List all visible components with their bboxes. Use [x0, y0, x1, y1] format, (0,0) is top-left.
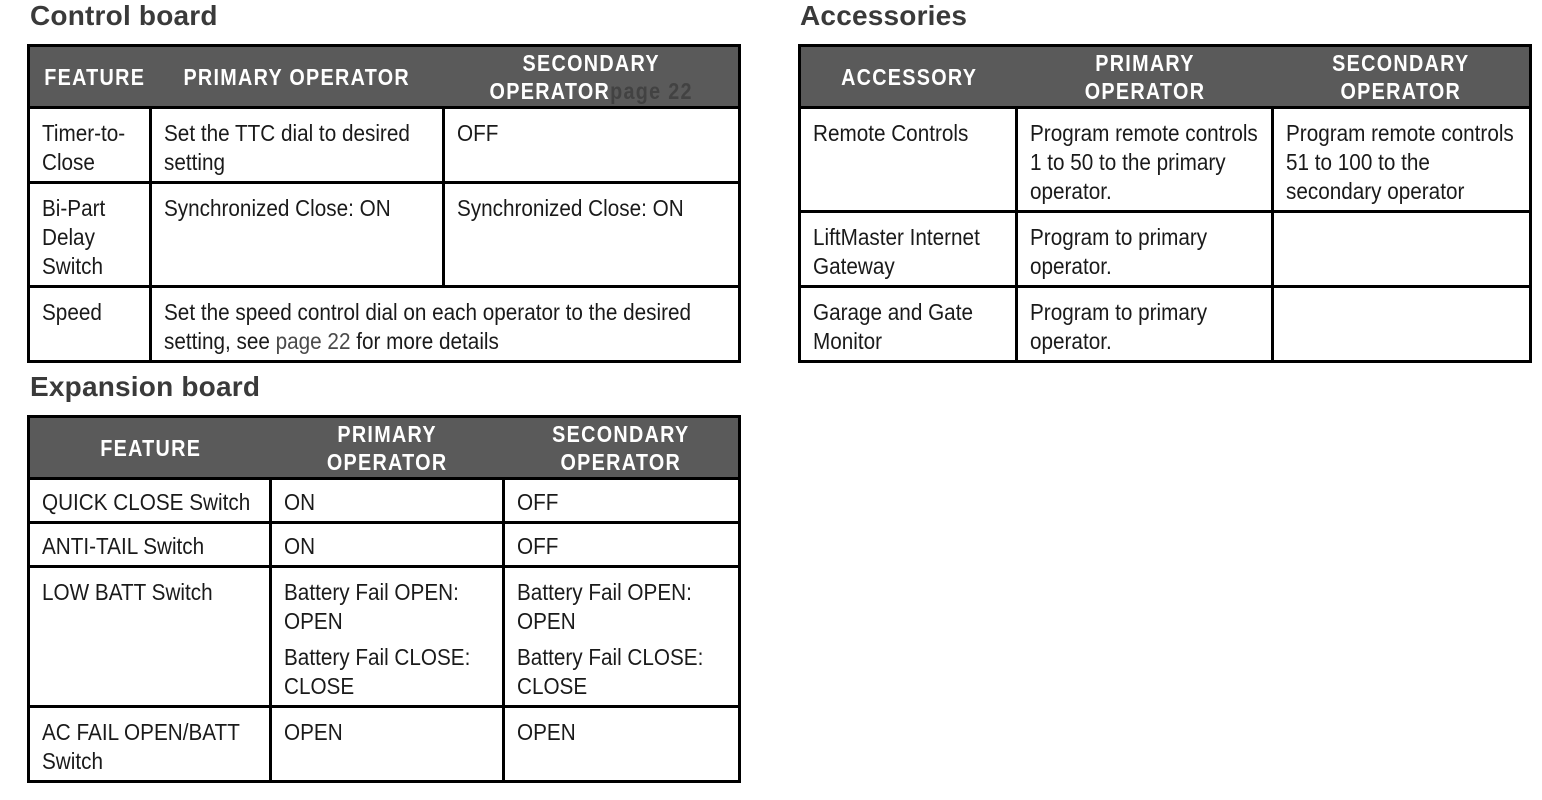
table-row — [800, 108, 1531, 212]
secondary-cell: OFF — [504, 523, 740, 567]
column-header-secondary-operator: SECONDARY OPERATOR — [1273, 46, 1531, 108]
accessories-title: Accessories — [800, 0, 968, 31]
primary-cell: Synchronized Close: ON — [151, 183, 444, 287]
table-row — [29, 479, 740, 523]
table-row — [29, 108, 740, 183]
column-header-secondary-operator: SECONDARY OPERATORpage 22 — [444, 46, 740, 108]
table-row — [29, 183, 740, 287]
merged-operator-cell: Set the speed control dial on each operator to the desired setting, see page 22 for more details — [151, 287, 740, 362]
expansion-board-title: Expansion board — [30, 371, 261, 402]
page-22-overlay-link[interactable]: page 22 — [609, 77, 693, 104]
table-row — [29, 707, 740, 782]
table-row — [29, 523, 740, 567]
table-row — [29, 567, 740, 707]
secondary-cell: OFF — [504, 479, 740, 523]
secondary-battery-open: Battery Fail OPEN: OPEN — [517, 579, 692, 634]
feature-cell: ANTI-TAIL Switch — [29, 523, 271, 567]
primary-cell: ON — [271, 523, 504, 567]
column-header-accessory: ACCESSORY — [800, 46, 1017, 108]
column-header-primary-operator: PRIMARY OPERATOR — [1017, 46, 1273, 108]
expansion-board-table — [27, 415, 741, 783]
accessory-cell: Garage and Gate Monitor — [800, 287, 1017, 362]
feature-cell: LOW BATT Switch — [29, 567, 271, 707]
secondary-cell: OFF — [444, 108, 740, 183]
primary-cell — [271, 567, 504, 707]
primary-cell: OPEN — [271, 707, 504, 782]
accessory-cell: Remote Controls — [800, 108, 1017, 212]
primary-battery-close: Battery Fail CLOSE: CLOSE — [284, 644, 471, 699]
primary-cell: Set the TTC dial to desired setting — [151, 108, 444, 183]
table-row — [29, 287, 740, 362]
secondary-cell: Program remote controls 51 to 100 to the secondary operator — [1273, 108, 1531, 212]
secondary-cell — [504, 567, 740, 707]
secondary-battery-close: Battery Fail CLOSE: CLOSE — [517, 644, 704, 699]
feature-cell: Bi-Part Delay Switch — [29, 183, 151, 287]
table-header-row — [800, 46, 1531, 108]
accessory-cell: LiftMaster Internet Gateway — [800, 212, 1017, 287]
primary-cell: Program to primary operator. — [1017, 287, 1273, 362]
primary-cell: ON — [271, 479, 504, 523]
primary-battery-open: Battery Fail OPEN: OPEN — [284, 579, 459, 634]
table-row — [800, 287, 1531, 362]
accessories-table — [798, 44, 1532, 363]
primary-cell: Program to primary operator. — [1017, 212, 1273, 287]
control-board-title: Control board — [30, 0, 218, 31]
secondary-cell — [1273, 287, 1531, 362]
column-header-primary-operator: PRIMARY OPERATOR — [151, 46, 444, 108]
column-header-primary-operator: PRIMARY OPERATOR — [271, 417, 504, 479]
column-header-feature: FEATURE — [29, 46, 151, 108]
feature-cell: QUICK CLOSE Switch — [29, 479, 271, 523]
column-header-secondary-operator: SECONDARY OPERATOR — [504, 417, 740, 479]
table-row — [800, 212, 1531, 287]
secondary-cell: OPEN — [504, 707, 740, 782]
control-board-table — [27, 44, 741, 363]
table-header-row — [29, 417, 740, 479]
primary-cell: Program remote controls 1 to 50 to the primary operator. — [1017, 108, 1273, 212]
feature-cell: Timer-to-Close — [29, 108, 151, 183]
feature-cell: AC FAIL OPEN/BATT Switch — [29, 707, 271, 782]
secondary-cell — [1273, 212, 1531, 287]
column-header-feature: FEATURE — [29, 417, 271, 479]
secondary-cell: Synchronized Close: ON — [444, 183, 740, 287]
table-header-row — [29, 46, 740, 108]
feature-cell: Speed — [29, 287, 151, 362]
page-22-link[interactable]: page 22 — [275, 328, 351, 354]
